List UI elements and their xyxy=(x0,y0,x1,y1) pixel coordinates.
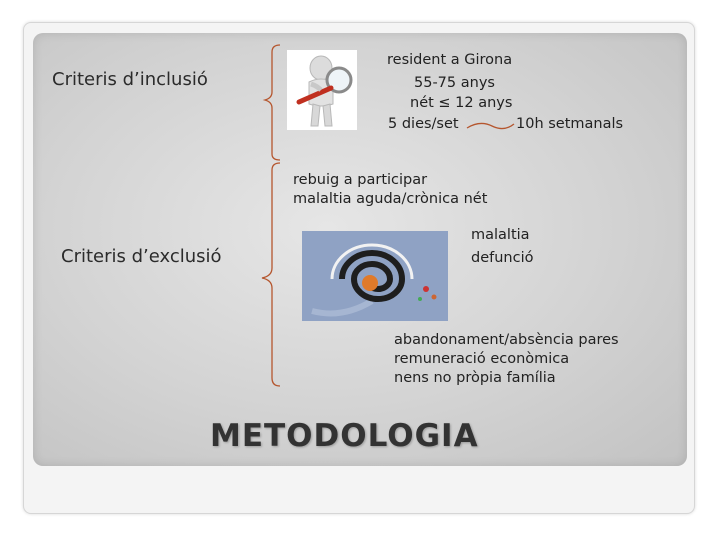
inclusion-item-grandchild-age: nét ≤ 12 anys xyxy=(410,95,513,111)
tilde-connector xyxy=(467,123,514,128)
exclusion-item-absence-parents: abandonament/absència pares xyxy=(394,332,619,348)
exclusion-item-illness-grandchild: malaltia aguda/crònica nét xyxy=(293,191,488,207)
inclusion-bracket xyxy=(265,45,280,160)
inclusion-item-age: 55-75 anys xyxy=(414,75,495,91)
inclusion-heading: Criteris d’inclusió xyxy=(52,69,208,90)
slide-title: METODOLOGIA xyxy=(210,418,479,454)
inclusion-item-days: 5 dies/set xyxy=(388,116,459,132)
exclusion-item-illness: malaltia xyxy=(471,227,530,243)
spiral-painting-icon xyxy=(302,231,448,321)
exclusion-item-payment: remuneració econòmica xyxy=(394,351,570,367)
exclusion-heading: Criteris d’exclusió xyxy=(61,246,222,267)
exclusion-bracket xyxy=(262,163,280,386)
exclusion-item-not-own-family: nens no pròpia família xyxy=(394,370,556,386)
person-with-magnifier-icon xyxy=(287,50,357,130)
inclusion-item-residence: resident a Girona xyxy=(387,52,513,68)
exclusion-item-death: defunció xyxy=(471,250,534,266)
exclusion-item-refusal: rebuig a participar xyxy=(293,172,428,188)
inclusion-item-hours: 10h setmanals xyxy=(516,116,624,132)
